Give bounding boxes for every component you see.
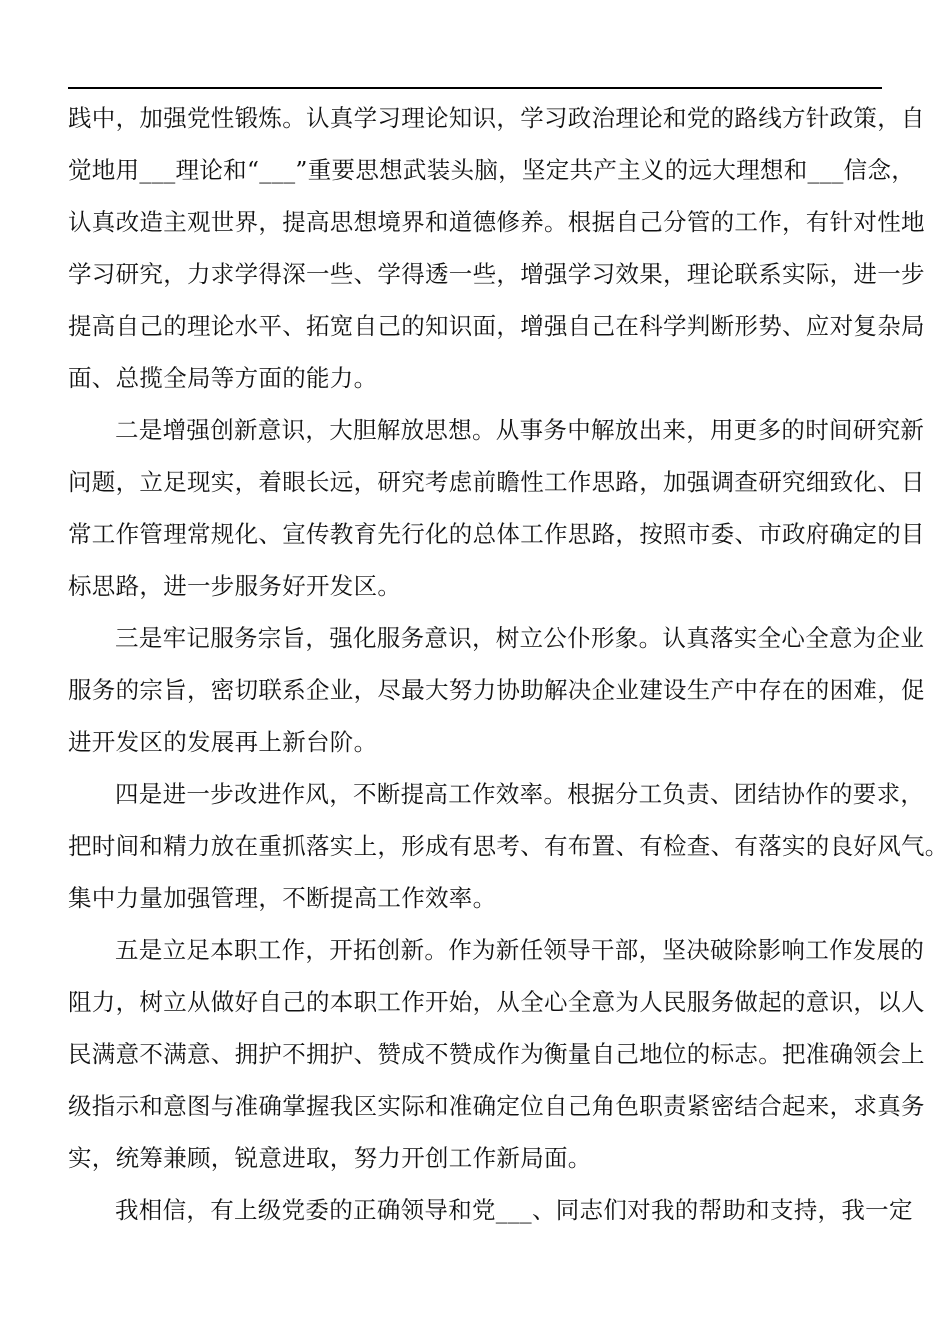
header-rule (68, 87, 882, 89)
text-line: 四是进一步改进作风，不断提高工作效率。根据分工负责、团结协作的要求， (115, 780, 925, 808)
text-line: 觉地用___理论和“___”重要思想武装头脑，坚定共产主义的远大理想和___信念， (68, 156, 916, 184)
text-line: 阻力，树立从做好自己的本职工作开始，从全心全意为人民服务做起的意识，以人 (68, 988, 925, 1016)
text-line: 问题，立足现实，着眼长远，研究考虑前瞻性工作思路，加强调查研究细致化、日 (68, 468, 925, 496)
paragraph-6 (68, 1184, 913, 1236)
paragraph-1 (68, 92, 925, 404)
text-line: 级指示和意图与准确掌握我区实际和准确定位自己角色职责紧密结合起来，求真务 (68, 1092, 925, 1120)
text-line: 三是牢记服务宗旨，强化服务意识，树立公仆形象。认真落实全心全意为企业 (115, 624, 925, 652)
document-body (68, 92, 949, 1236)
text-line: 我相信，有上级党委的正确领导和党___、同志们对我的帮助和支持，我一定 (115, 1196, 913, 1224)
paragraph-3 (68, 612, 925, 768)
text-line: 把时间和精力放在重抓落实上，形成有思考、有布置、有检查、有落实的良好风气。 (68, 832, 949, 860)
text-line: 二是增强创新意识，大胆解放思想。从事务中解放出来，用更多的时间研究新 (115, 416, 925, 444)
text-line: 标思路，进一步服务好开发区。 (68, 572, 402, 600)
text-line: 学习研究，力求学得深一些、学得透一些，增强学习效果，理论联系实际，进一步 (68, 260, 925, 288)
text-line: 常工作管理常规化、宣传教育先行化的总体工作思路，按照市委、市政府确定的目 (68, 520, 925, 548)
text-line: 服务的宗旨，密切联系企业，尽最大努力协助解决企业建设生产中存在的困难，促 (68, 676, 925, 704)
paragraph-2 (68, 404, 925, 612)
text-line: 面、总揽全局等方面的能力。 (68, 364, 378, 392)
text-line: 提高自己的理论水平、拓宽自己的知识面，增强自己在科学判断形势、应对复杂局 (68, 312, 925, 340)
text-line: 实，统筹兼顾，锐意进取，努力开创工作新局面。 (68, 1144, 592, 1172)
text-line: 民满意不满意、拥护不拥护、赞成不赞成作为衡量自己地位的标志。把准确领会上 (68, 1040, 925, 1068)
text-line: 认真改造主观世界，提高思想境界和道德修养。根据自己分管的工作，有针对性地 (68, 208, 925, 236)
text-line: 进开发区的发展再上新台阶。 (68, 728, 378, 756)
text-line: 集中力量加强管理，不断提高工作效率。 (68, 884, 497, 912)
paragraph-5 (68, 924, 925, 1184)
text-line: 践中，加强党性锻炼。认真学习理论知识，学习政治理论和党的路线方针政策，自 (68, 104, 925, 132)
text-line: 五是立足本职工作，开拓创新。作为新任领导干部，坚决破除影响工作发展的 (115, 936, 925, 964)
paragraph-4 (68, 768, 949, 924)
